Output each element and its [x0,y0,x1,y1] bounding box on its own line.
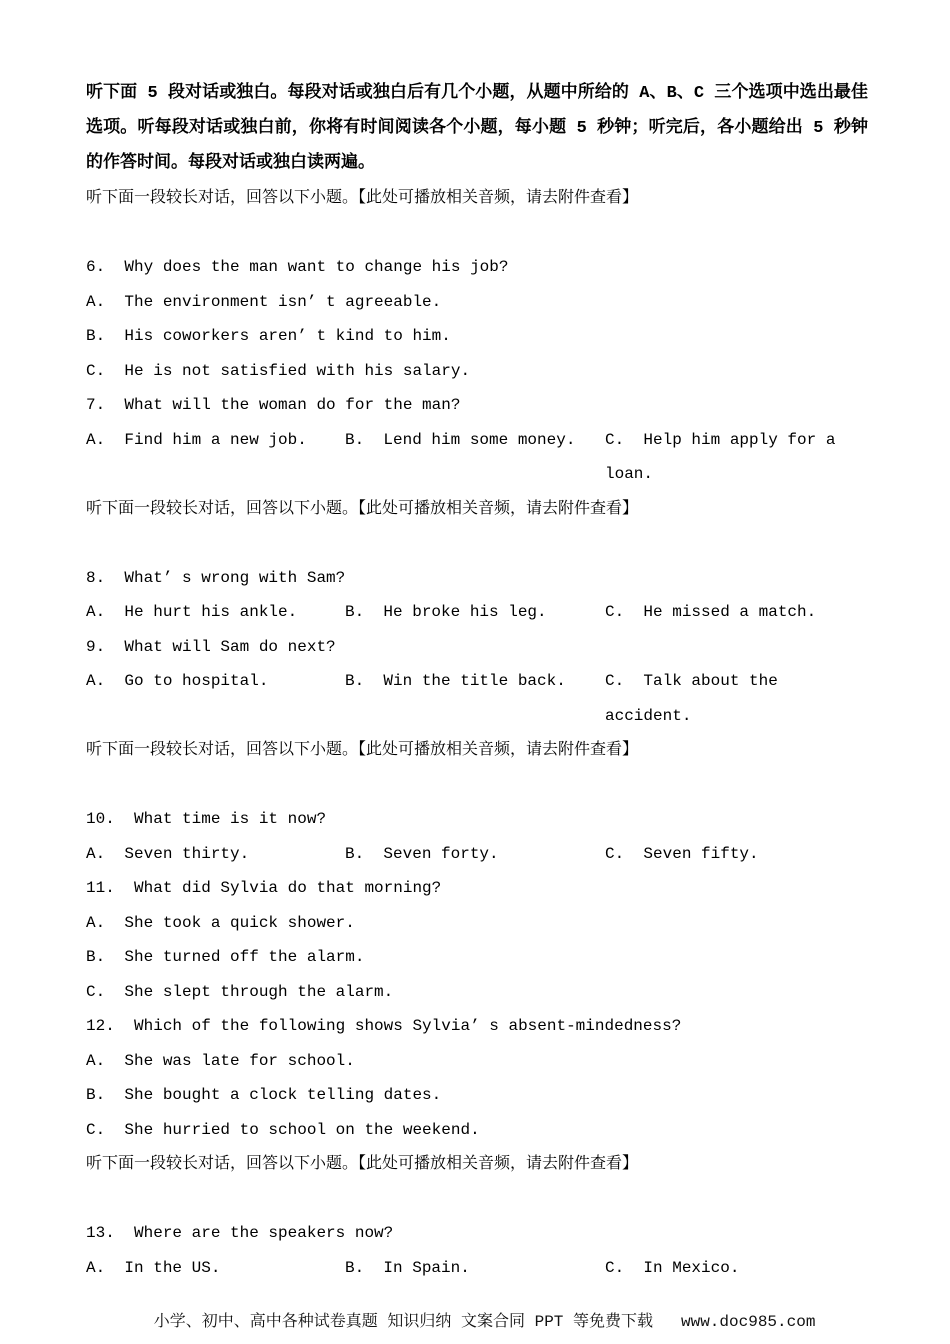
question-11-option-a: A. She took a quick shower. [86,913,355,932]
question-10-option-c: C. Seven fifty. [605,844,759,863]
question-8-option-a: A. He hurt his ankle. [86,603,298,621]
audio-note-2: 听下面一段较长对话，回答以下小题。【此处可播放相关音频，请去附件查看】 [86,499,639,518]
question-8-option-b: B. He broke his leg. [345,603,547,621]
question-6-option-b: B. His coworkers aren’ t kind to him. [86,327,451,345]
question-11-option-c: C. She slept through the alarm. [86,982,394,1001]
listening-instructions: 听下面 5 段对话或独白。每段对话或独白后有几个小题，从题中所给的 A、B、C 三个选项中选出最佳选项。听每段对话或独白前，你将有时间阅读各个小题，每小题 5 秒钟；听完后，各小题给出 5 秒钟的作答时间。每段对话或独白读两遍。 [86,84,868,173]
question-7-options [86,423,870,492]
question-10: 10. What time is it now? [86,810,327,828]
question-7: 7. What will the woman do for the man? [86,396,461,414]
question-8-options [86,595,870,630]
question-6: 6. Why does the man want to change his job? [86,258,509,276]
footer-text: 小学、初中、高中各种试卷真题 知识归纳 文案合同 PPT 等免费下载 [153,1313,653,1331]
question-11: 11. What did Sylvia do that morning? [86,879,442,897]
question-8-option-c: C. He missed a match. [605,603,817,621]
question-8: 8. What’ s wrong with Sam? [86,568,346,587]
question-9: 9. What will Sam do next? [86,637,336,656]
question-10-option-b: B. Seven forty. [345,844,499,863]
question-13-option-b: B. In Spain. [345,1258,470,1277]
question-7-option-a: A. Find him a new job. [86,430,307,449]
question-6-option-c: C. He is not satisfied with his salary. [86,361,471,380]
question-7-option-c: C. Help him apply for a loan. [605,430,846,483]
question-12-option-b: B. She bought a clock telling dates. [86,1086,442,1104]
question-13-option-c: C. In Mexico. [605,1258,740,1277]
question-6-option-a: A. The environment isn’ t agreeable. [86,292,442,311]
blank-line [86,216,870,251]
blank-line [86,1182,870,1217]
exam-page [86,76,870,1285]
question-9-option-a: A. Go to hospital. [86,672,269,690]
audio-note-4: 听下面一段较长对话，回答以下小题。【此处可播放相关音频，请去附件查看】 [86,1155,639,1173]
question-9-option-c: C. Talk about the accident. [605,672,788,725]
question-13: 13. Where are the speakers now? [86,1224,394,1242]
page-footer [0,1286,950,1334]
question-12-option-a: A. She was late for school. [86,1051,355,1070]
audio-note-1: 听下面一段较长对话，回答以下小题。【此处可播放相关音频，请去附件查看】 [86,189,639,207]
blank-line [86,768,870,803]
question-9-options [86,664,870,733]
question-11-option-b: B. She turned off the alarm. [86,948,365,966]
question-13-options [86,1251,870,1286]
question-13-option-a: A. In the US. [86,1258,221,1277]
audio-note-3: 听下面一段较长对话，回答以下小题。【此处可播放相关音频，请去附件查看】 [86,741,639,759]
question-10-option-a: A. Seven thirty. [86,844,250,863]
question-12-option-c: C. She hurried to school on the weekend. [86,1120,480,1139]
question-12: 12. Which of the following shows Sylvia’ s absent-mindedness? [86,1017,682,1035]
footer-site-link[interactable]: www.doc985.com [681,1313,816,1331]
question-9-option-b: B. Win the title back. [345,672,566,690]
question-10-options [86,837,870,872]
blank-line [86,526,870,561]
question-7-option-b: B. Lend him some money. [345,430,576,449]
